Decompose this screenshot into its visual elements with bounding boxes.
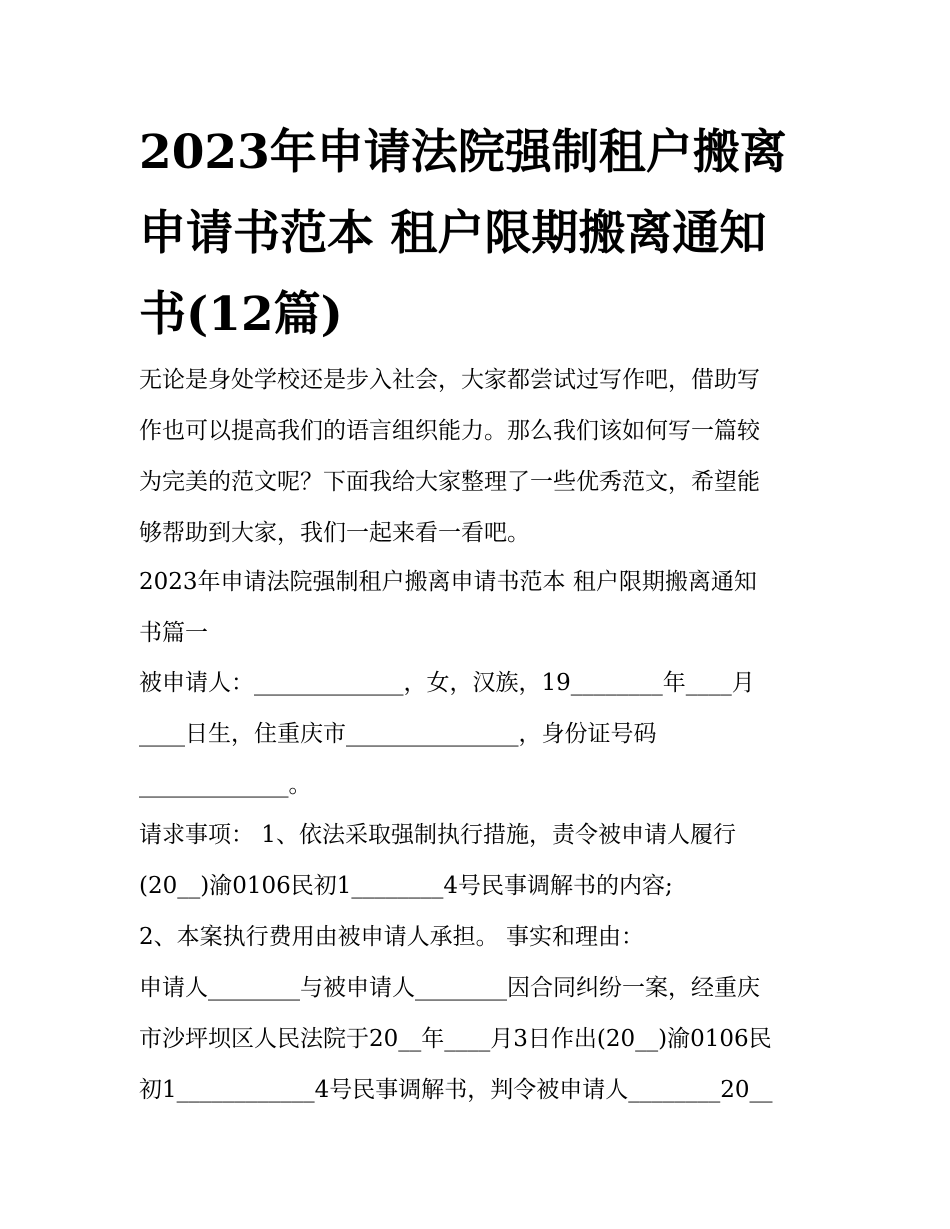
facts-line: 初1____________4号民事调解书，判令被申请人________20__ <box>139 1077 773 1103</box>
respondent-paragraph <box>139 658 819 811</box>
request-line: (20__)渝0106民初1________4号民事调解书的内容; <box>139 873 673 899</box>
intro-line: 作也可以提高我们的语言组织能力。那么我们该如何写一篇较 <box>139 418 760 444</box>
respondent-line: ____日生，住重庆市_______________，身份证号码 <box>139 721 657 747</box>
respondent-line: _____________。 <box>139 772 312 798</box>
section-heading <box>139 557 819 659</box>
request-item-2-line: 2、本案执行费用由被申请人承担。 事实和理由： <box>139 924 644 950</box>
intro-line: 够帮助到大家，我们一起来看一看吧。 <box>139 520 530 546</box>
facts-line: 申请人________与被申请人________因合同纠纷一案，经重庆 <box>139 975 760 1001</box>
intro-line: 无论是身处学校还是步入社会，大家都尝试过写作吧，借助写 <box>139 367 760 393</box>
respondent-line: 被申请人：_____________，女，汉族，19________年____月 <box>139 670 755 696</box>
document-title <box>139 112 819 355</box>
facts-paragraph <box>139 963 819 1116</box>
facts-line: 市沙坪坝区人民法院于20__年____月3日作出(20__)渝0106民 <box>139 1026 772 1052</box>
intro-paragraph <box>139 355 819 559</box>
request-line: 请求事项： 1、依法采取强制执行措施，责令被申请人履行 <box>139 822 736 848</box>
request-paragraph <box>139 810 819 912</box>
title-line: 2023年申请法院强制租户搬离 <box>139 125 787 180</box>
title-line: 书(12篇) <box>139 287 343 342</box>
section-heading-line: 书篇一 <box>139 620 208 646</box>
request-item-2 <box>139 912 819 963</box>
title-line: 申请书范本 租户限期搬离通知 <box>139 206 767 261</box>
section-heading-line: 2023年申请法院强制租户搬离申请书范本 租户限期搬离通知 <box>139 569 757 595</box>
intro-line: 为完美的范文呢？下面我给大家整理了一些优秀范文，希望能 <box>139 469 760 495</box>
